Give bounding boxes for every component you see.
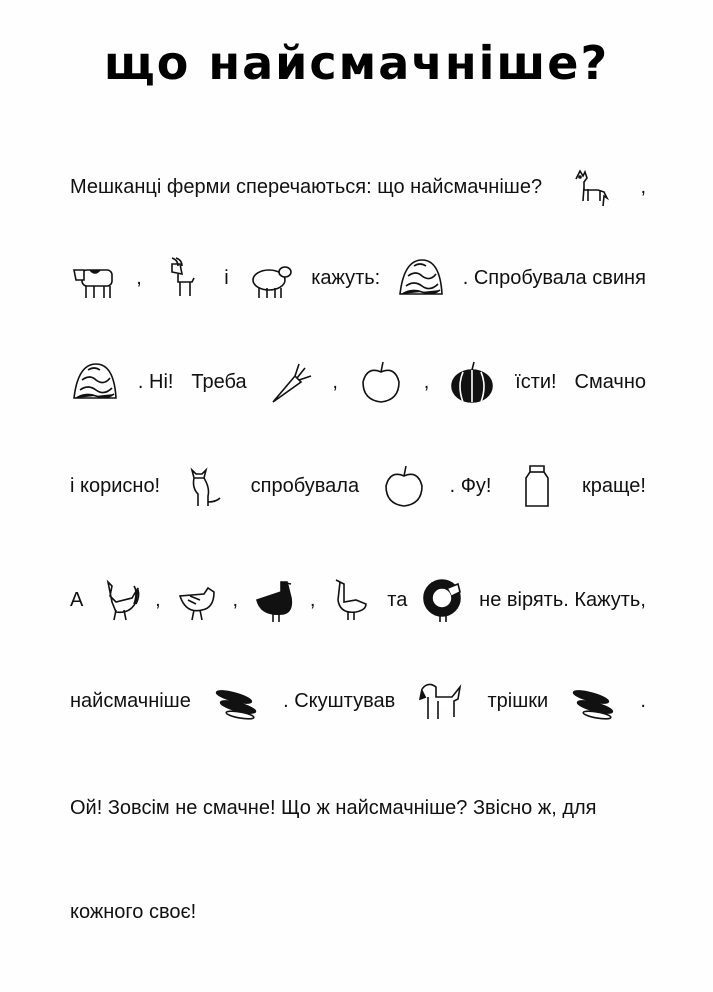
story-text: , [423,370,430,393]
story-line-6 [70,671,646,731]
rooster-icon [94,576,144,624]
story-text: . Скуштував [283,689,396,712]
story-text: , [136,266,142,289]
story-text: кожного своє! [70,900,197,923]
story-text: , [309,588,316,611]
cow-icon [70,254,120,302]
story-text: А [70,588,84,611]
horse-icon [566,163,616,211]
story-line-1 [70,157,646,217]
story-line-7 [70,778,646,838]
story-text: краще! [582,474,646,497]
story-text: , [232,588,239,611]
pumpkin-icon [447,358,497,406]
story-text: , [332,370,338,393]
seeds-icon [569,677,619,725]
story-text: . Спробувала свиня [462,266,646,289]
page-title: що найсмачніше? [103,36,610,90]
story-text: . [640,689,646,712]
dog-icon [416,677,466,725]
apple-icon [356,358,406,406]
story-text: спробувала [250,474,360,497]
cat-icon [180,462,230,510]
duck-icon [249,576,299,624]
story-text: , [155,588,161,611]
story-text: . Ні! [137,370,174,393]
story-line-5 [70,570,646,630]
goat-icon [158,254,208,302]
story-text: і [224,266,229,289]
story-text: . Фу! [449,474,492,497]
hen-icon [172,576,222,624]
apple-icon [379,462,429,510]
goose-icon [326,576,376,624]
turkey-icon [418,576,468,624]
story-text: та [387,588,408,611]
story-line-4 [70,456,646,516]
carrot-icon [265,358,315,406]
seeds-icon [212,677,262,725]
story-text: Мешканці ферми сперечаються: що найсмачніше? [70,175,543,198]
story-line-2 [70,248,646,308]
sheep-icon [245,254,295,302]
hay-icon [70,358,120,406]
story-line-3 [70,352,646,412]
story-text: найсмачніше [70,689,191,712]
story-text: Треба [191,370,247,393]
story-text: Ой! Зовсім не смачне! Що ж найсмачніше? Звісно ж, для [70,796,597,819]
story-text: , [640,175,646,198]
hay-icon [396,254,446,302]
story-text: і корисно! [70,474,161,497]
milk-icon [512,462,562,510]
story-text: їсти! [515,370,557,393]
story-text: Смачно [574,370,646,393]
story-text: кажуть: [311,266,381,289]
story-text: не вірять. Кажуть, [479,588,646,611]
story-line-8 [70,882,646,942]
story-text: трішки [487,689,549,712]
